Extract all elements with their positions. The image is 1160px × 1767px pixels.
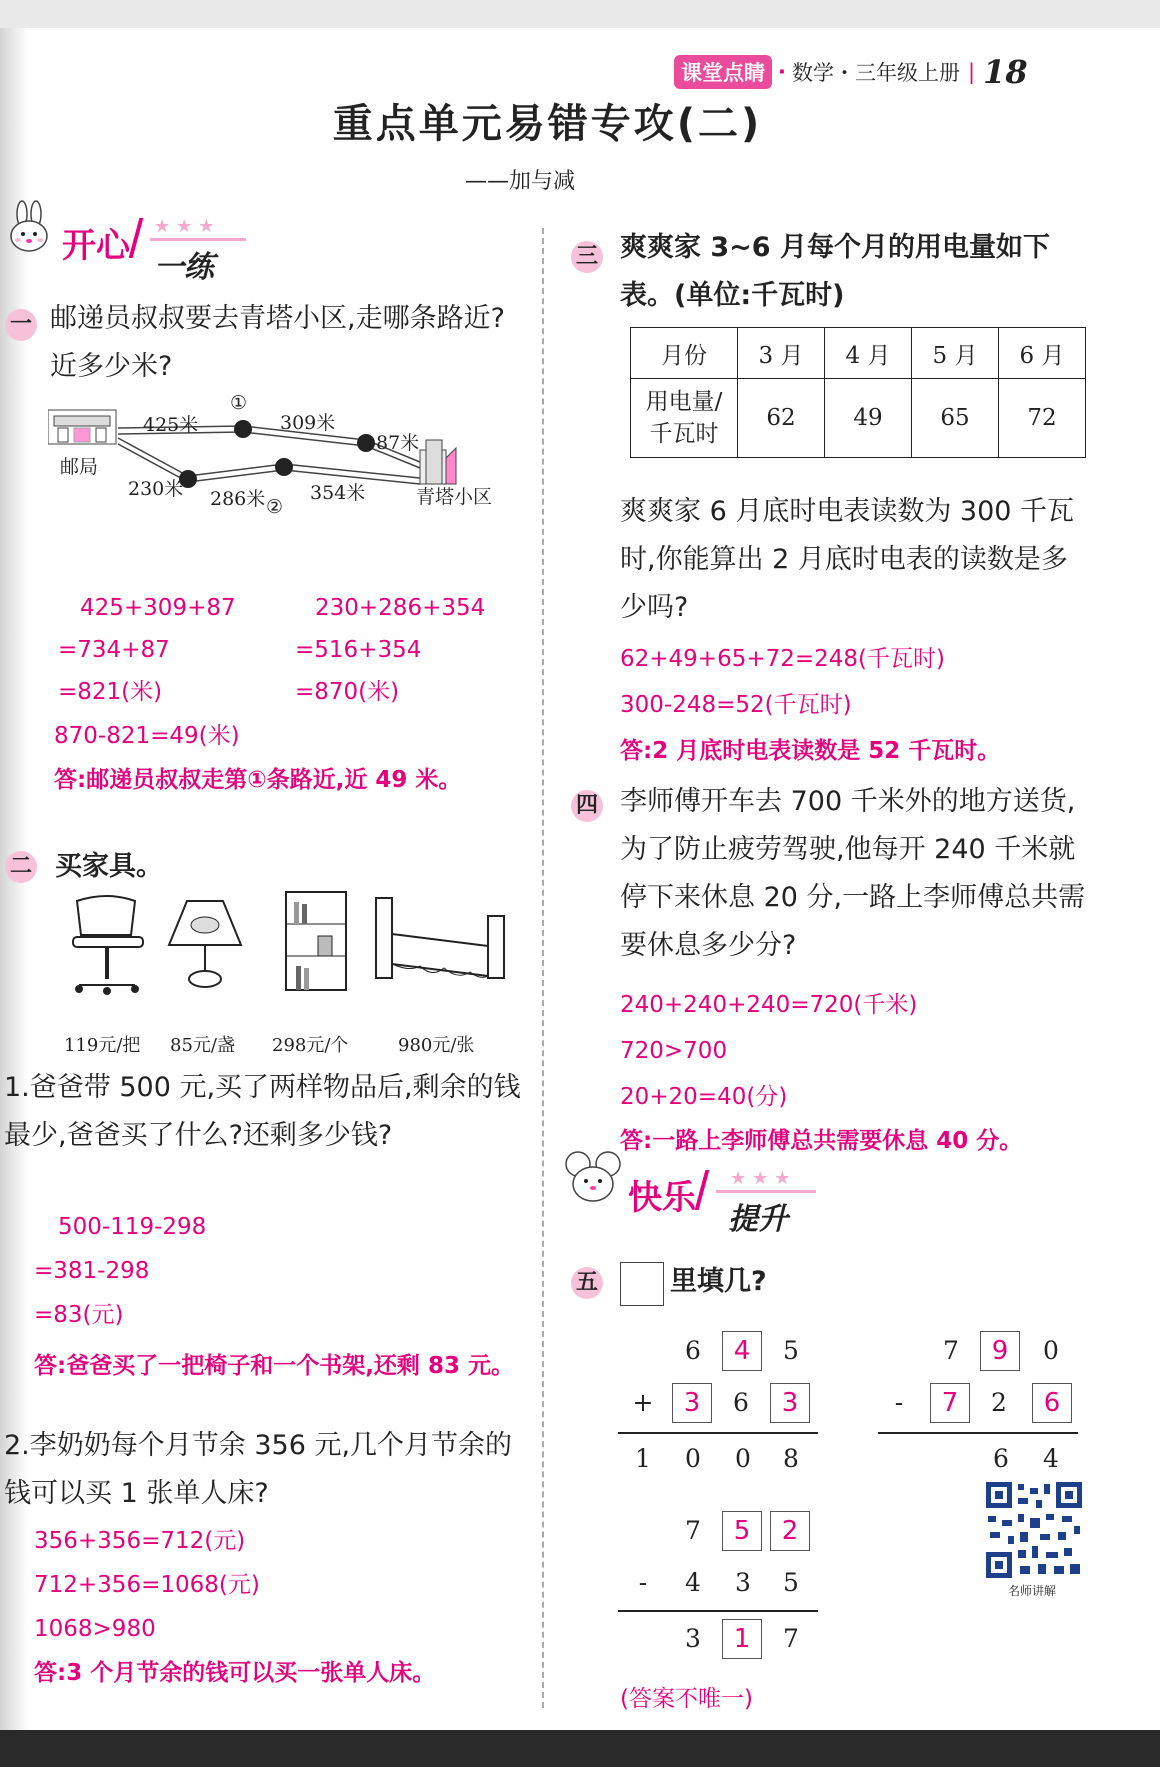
question-badge-5: 五 bbox=[571, 1267, 603, 1299]
q1-answer-l2: =734+87 bbox=[58, 637, 170, 663]
result-digit: 3 bbox=[685, 1624, 701, 1653]
operator-minus: - bbox=[638, 1568, 648, 1597]
section-header-improve bbox=[564, 1146, 824, 1237]
mouse-icon bbox=[564, 1148, 622, 1208]
q2-sub2-answer-1: 356+356=712(元) bbox=[34, 1528, 246, 1554]
question-4-text: 李师傅开车去 700 千米外的地方送货,为了防止疲劳驾驶,他每开 240 千米就停下来休息 20 分,一路上李师傅总共需要休息多少分? bbox=[620, 786, 1086, 961]
question-3-text-2: 爽爽家 6 月底时电表读数为 300 千瓦时,你能算出 2 月底时电表的读数是多少吗? bbox=[620, 496, 1075, 623]
q2-sub2-answer-final: 答:3 个月节余的钱可以买一张单人床。 bbox=[34, 1660, 436, 1686]
table-header-cell: 4 月 bbox=[825, 328, 912, 379]
question-2-sub1: 1.爸爸带 500 元,买了两样物品后,剩余的钱最少,爸爸买了什么?还剩多少钱? bbox=[4, 1072, 521, 1151]
question-badge-4: 四 bbox=[571, 790, 603, 822]
q4-answer-3: 20+20=40(分) bbox=[620, 1084, 788, 1110]
question-2-text: 买家具。 bbox=[55, 851, 163, 882]
q3-answer-1: 62+49+65+72=248(千瓦时) bbox=[620, 646, 945, 672]
digit: 7 bbox=[943, 1336, 959, 1365]
table-cell: 72 bbox=[999, 379, 1086, 458]
table-header-cell: 3 月 bbox=[738, 328, 825, 379]
column-divider bbox=[542, 228, 544, 1708]
q2-sub1-answer-1: 500-119-298 bbox=[58, 1214, 207, 1240]
table-row bbox=[631, 379, 1086, 458]
q3-answer-2: 300-248=52(千瓦时) bbox=[620, 692, 852, 718]
price-bed: 980元/张 bbox=[398, 1035, 475, 1056]
question-badge-2: 二 bbox=[5, 851, 37, 883]
table-header-cell: 5 月 bbox=[912, 328, 999, 379]
q3-answer-final: 答:2 月底时电表读数是 52 千瓦时。 bbox=[620, 738, 1001, 764]
answer-box: 7 bbox=[930, 1383, 970, 1423]
table-header-row bbox=[631, 328, 1086, 379]
digit: 5 bbox=[783, 1568, 799, 1597]
q1-answer-r1: 230+286+354 bbox=[315, 595, 486, 621]
operator-minus: - bbox=[894, 1388, 904, 1417]
q4-answer-2: 720>700 bbox=[620, 1038, 728, 1064]
operator-plus: + bbox=[632, 1388, 654, 1417]
page-subtitle: ——加与减 bbox=[465, 169, 576, 194]
q1-answer-diff: 870-821=49(米) bbox=[54, 723, 240, 749]
sum-line bbox=[618, 1432, 818, 1434]
section-stars: ★★★ bbox=[154, 216, 221, 237]
table-header-cell: 6 月 bbox=[999, 328, 1086, 379]
digit: 2 bbox=[991, 1388, 1007, 1417]
q5-note: (答案不唯一) bbox=[620, 1686, 753, 1712]
bookshelf-icon bbox=[282, 888, 352, 1003]
table-cell: 62 bbox=[738, 379, 825, 458]
difference-line bbox=[878, 1432, 1078, 1434]
digit: 4 bbox=[685, 1568, 701, 1597]
section-label-a: 开心 bbox=[62, 226, 130, 266]
table-cell: 65 bbox=[912, 379, 999, 458]
section-label-b: 提升 bbox=[728, 1202, 788, 1237]
q1-answer-l1: 425+309+87 bbox=[80, 595, 236, 621]
table-header-cell: 月份 bbox=[631, 328, 738, 379]
digit: 6 bbox=[733, 1388, 749, 1417]
question-3-text: 爽爽家 3~6 月每个月的用电量如下表。(单位:千瓦时) bbox=[620, 232, 1050, 311]
table-cell: 49 bbox=[825, 379, 912, 458]
page-title: 重点单元易错专攻(二) bbox=[332, 101, 763, 147]
q4-answer-final: 答:一路上李师傅总共需要休息 40 分。 bbox=[620, 1128, 1023, 1154]
section-slash bbox=[695, 1170, 710, 1210]
digit: 6 bbox=[685, 1336, 701, 1365]
q2-sub1-answer-final: 答:爸爸买了一把椅子和一个书架,还剩 83 元。 bbox=[34, 1353, 514, 1379]
distance-286: 286米 bbox=[210, 488, 266, 510]
result-digit: 0 bbox=[735, 1444, 751, 1473]
digit: 7 bbox=[685, 1516, 701, 1545]
electricity-table bbox=[630, 327, 1086, 458]
q1-answer-l3: =821(米) bbox=[58, 679, 163, 705]
result-digit: 7 bbox=[783, 1624, 799, 1653]
bottom-bar bbox=[0, 1730, 1160, 1767]
answer-box: 1 bbox=[722, 1619, 762, 1659]
result-digit: 0 bbox=[685, 1444, 701, 1473]
distance-425: 425米 bbox=[143, 414, 199, 436]
row-label-line-1: 用电量/ bbox=[645, 389, 723, 415]
rabbit-icon bbox=[4, 200, 56, 256]
section-label-a: 快乐 bbox=[628, 1178, 696, 1218]
question-badge-3: 三 bbox=[571, 241, 603, 273]
price-lamp: 85元/盏 bbox=[170, 1035, 235, 1056]
furniture-row bbox=[60, 888, 530, 1013]
difference-line bbox=[618, 1610, 818, 1612]
result-digit: 4 bbox=[1043, 1444, 1059, 1473]
result-digit: 1 bbox=[635, 1444, 651, 1473]
section-slash bbox=[129, 218, 144, 258]
blank-box-icon bbox=[620, 1262, 664, 1306]
q1-answer-r3: =870(米) bbox=[295, 679, 400, 705]
header-dot: · bbox=[778, 60, 786, 84]
post-office-label: 邮局 bbox=[60, 456, 99, 478]
digit: 0 bbox=[1043, 1336, 1059, 1365]
digit: 3 bbox=[735, 1568, 751, 1597]
qr-code[interactable] bbox=[984, 1480, 1084, 1580]
question-badge-1: 一 bbox=[5, 309, 37, 341]
bed-icon bbox=[370, 888, 510, 1003]
question-2-sub2: 2.李奶奶每个月节余 356 元,几个月节余的钱可以买 1 张单人床? bbox=[4, 1430, 513, 1509]
answer-box: 3 bbox=[672, 1383, 712, 1423]
header-subject: 数学・三年级上册 bbox=[791, 61, 960, 85]
workbook-page bbox=[0, 28, 1160, 1730]
result-digit: 8 bbox=[783, 1444, 799, 1473]
header-tag: 课堂点睛 bbox=[674, 55, 772, 89]
route-2-marker: ② bbox=[266, 496, 284, 518]
distance-309: 309米 bbox=[280, 412, 336, 434]
answer-box: 4 bbox=[722, 1331, 762, 1371]
answer-box: 6 bbox=[1032, 1383, 1072, 1423]
row-label-line-2: 千瓦时 bbox=[649, 421, 719, 447]
answer-box: 2 bbox=[770, 1511, 810, 1551]
q2-sub1-answer-3: =83(元) bbox=[34, 1302, 124, 1328]
distance-87: 87米 bbox=[376, 432, 420, 454]
price-chair: 119元/把 bbox=[64, 1035, 141, 1056]
result-digit: 6 bbox=[993, 1444, 1009, 1473]
q1-answer-final: 答:邮递员叔叔走第①条路近,近 49 米。 bbox=[54, 767, 462, 793]
question-5-text: 里填几? bbox=[670, 1266, 767, 1297]
destination-label: 青塔小区 bbox=[416, 486, 493, 508]
chair-icon bbox=[65, 893, 150, 1003]
answer-box: 9 bbox=[980, 1331, 1020, 1371]
q1-answer-r2: =516+354 bbox=[295, 637, 422, 663]
price-bookshelf: 298元/个 bbox=[272, 1035, 349, 1056]
answer-box: 3 bbox=[770, 1383, 810, 1423]
page-header bbox=[674, 54, 1028, 90]
section-label-b: 一练 bbox=[154, 250, 214, 285]
section-stars: ★★★ bbox=[730, 1168, 797, 1189]
qr-code-icon bbox=[984, 1480, 1084, 1580]
section-header-practice bbox=[4, 196, 244, 285]
q2-sub2-answer-2: 712+356=1068(元) bbox=[34, 1572, 260, 1598]
q4-answer-1: 240+240+240=720(千米) bbox=[620, 992, 918, 1018]
section-underline bbox=[716, 1190, 816, 1193]
q2-sub2-answer-3: 1068>980 bbox=[34, 1616, 156, 1642]
digit: 5 bbox=[783, 1336, 799, 1365]
section-underline bbox=[150, 238, 246, 241]
qr-caption: 名师讲解 bbox=[1008, 1584, 1057, 1598]
route-1-marker: ① bbox=[230, 392, 248, 414]
route-map bbox=[48, 388, 518, 528]
page-number: 18 bbox=[983, 53, 1028, 91]
distance-354: 354米 bbox=[310, 482, 366, 504]
distance-230: 230米 bbox=[128, 478, 184, 500]
question-1-text: 邮递员叔叔要去青塔小区,走哪条路近?近多少米? bbox=[50, 303, 505, 382]
lamp-icon bbox=[165, 893, 245, 1003]
answer-box: 5 bbox=[722, 1511, 762, 1551]
table-row-label bbox=[631, 379, 738, 458]
q2-sub1-answer-2: =381-298 bbox=[34, 1258, 150, 1284]
header-separator: | bbox=[967, 60, 976, 84]
